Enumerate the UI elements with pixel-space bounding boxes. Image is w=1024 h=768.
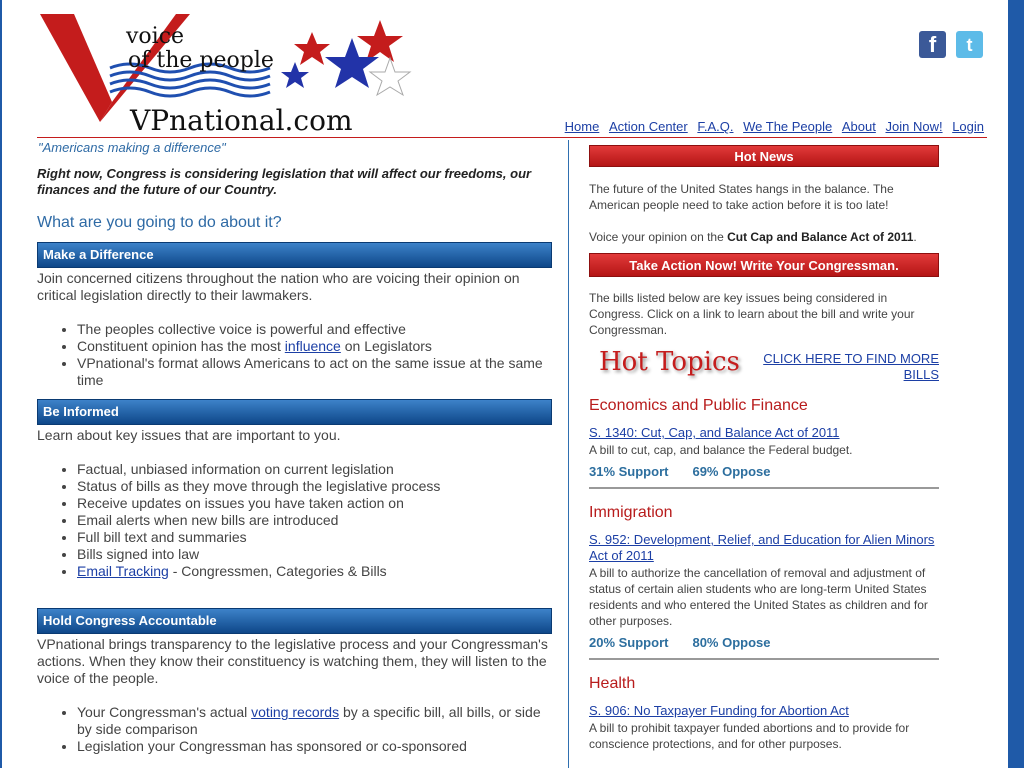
nav-join-now[interactable]: Join Now! [885, 119, 943, 134]
page [2, 0, 1008, 768]
logo-line-people: of the people [128, 48, 274, 73]
category-heading-immigration: Immigration [589, 504, 673, 521]
support-percentage: 31% Support [589, 464, 669, 479]
bill-vote-tally [589, 464, 939, 479]
category-separator [589, 487, 939, 489]
section-header-make-a-difference: Make a Difference [37, 242, 552, 268]
column-divider [568, 140, 569, 768]
logo-domain: VPnational.com [130, 104, 353, 137]
list-item [77, 338, 549, 355]
bill-description: A bill to cut, cap, and balance the Federal budget. [589, 443, 853, 457]
news-bill-name: Cut Cap and Balance Act of 2011 [727, 230, 914, 244]
influence-link[interactable]: influence [284, 338, 341, 354]
nav-faq[interactable]: F.A.Q. [697, 119, 734, 134]
list-item: • Legislation your Congressman has sponsored or co-sponsored [77, 738, 549, 755]
hot-news-header: Hot News [589, 145, 939, 167]
section-text-be-informed: Learn about key issues that are important to you. [37, 427, 341, 443]
logo-line-voice: voice [126, 24, 185, 49]
list-item: • VPnational's format allows Americans to act on the same issue at the same time [77, 355, 549, 389]
section-text-hold-congress-accountable: VPnational brings transparency to the legislative process and your Congressman's actions. When they know their constituency is watching them, they will listen to the voice of the people. [37, 636, 548, 686]
nav-home[interactable]: Home [564, 119, 600, 134]
call-to-action-heading: What are you going to do about it? [37, 214, 282, 231]
twitter-icon[interactable]: t [956, 31, 983, 58]
oppose-percentage: 69% Oppose [692, 464, 771, 479]
list-item-text: by a specific bill, all bills, or side by side comparison [77, 704, 541, 737]
nav-action-center[interactable]: Action Center [608, 119, 688, 134]
list-item: • Status of bills as they move through the legislative process [77, 478, 549, 495]
category-heading-health: Health [589, 675, 636, 692]
intro-text: Right now, Congress is considering legislation that will affect our freedoms, our finances and the future of our Country. [37, 166, 532, 197]
bill-link-s906[interactable]: S. 906: No Taxpayer Funding for Abortion Act [589, 703, 849, 718]
facebook-icon[interactable]: f [919, 31, 946, 58]
oppose-percentage: 80% Oppose [692, 635, 771, 650]
nav-we-the-people[interactable]: We The People [743, 119, 833, 134]
bill-link-s952[interactable]: S. 952: Development, Relief, and Education for Alien Minors Act of 2011 [589, 532, 935, 563]
bill-description: A bill to prohibit taxpayer funded abortions and to provide for conscience protections, and for other purposes. [589, 721, 910, 751]
voting-records-link[interactable]: voting records [251, 704, 340, 720]
bullet-list-be-informed [37, 461, 549, 580]
take-action-button[interactable]: Take Action Now! Write Your Congressman. [589, 253, 939, 277]
hot-topics-row [589, 347, 939, 387]
list-item-text: Your Congressman's actual [77, 704, 252, 720]
list-item: • Factual, unbiased information on current legislation [77, 461, 549, 478]
nav-about[interactable]: About [841, 119, 876, 134]
news-paragraph: The future of the United States hangs in the balance. The American people need to take action before it is too late! [589, 182, 894, 212]
section-header-be-informed: Be Informed [37, 399, 552, 425]
news-text: Voice your opinion on the [589, 230, 728, 244]
nav-login[interactable]: Login [952, 119, 984, 134]
list-item [77, 704, 549, 738]
main-content [37, 138, 549, 755]
email-tracking-link[interactable]: Email Tracking [77, 563, 169, 579]
list-item-text: - Congressmen, Categories & Bills [168, 563, 387, 579]
bills-intro: The bills listed below are key issues being considered in Congress. Click on a link to learn about the bill and write your Congressman. [589, 291, 915, 337]
section-header-hold-congress-accountable: Hold Congress Accountable [37, 608, 552, 634]
list-item-text: on Legislators [340, 338, 432, 354]
news-paragraph-cut-cap [589, 229, 939, 245]
list-item: • Bills signed into law [77, 546, 549, 563]
section-text-make-a-difference: Join concerned citizens throughout the nation who are voicing their opinion on critical legislation directly to their lawmakers. [37, 270, 520, 303]
bill-description: A bill to authorize the cancellation of removal and adjustment of status of certain alien students who are long-term United States residents and who entered the United States as children and for other purposes. [589, 566, 928, 628]
find-more-bills-link[interactable]: CLICK HERE TO FIND MORE BILLS [763, 351, 939, 382]
bill-vote-tally [589, 635, 939, 650]
page-frame-right [1008, 0, 1024, 768]
list-item [77, 563, 549, 580]
category-separator [589, 658, 939, 660]
list-item: • The peoples collective voice is powerful and effective [77, 321, 549, 338]
list-item: • Email alerts when new bills are introduced [77, 512, 549, 529]
list-item: • Receive updates on issues you have taken action on [77, 495, 549, 512]
list-item-text: Constituent opinion has the most [77, 338, 285, 354]
sidebar [589, 145, 939, 752]
bill-link-s1340[interactable]: S. 1340: Cut, Cap, and Balance Act of 2011 [589, 425, 840, 440]
site-logo[interactable] [40, 10, 420, 137]
list-item: • Full bill text and summaries [77, 529, 549, 546]
hot-topics-heading: Hot Topics [599, 347, 740, 377]
top-navigation [559, 119, 984, 134]
support-percentage: 20% Support [589, 635, 669, 650]
bullet-list-make-a-difference [37, 321, 549, 389]
tagline: "Americans making a difference" [38, 140, 226, 155]
news-text: . [913, 230, 917, 244]
bullet-list-hold-congress-accountable [37, 704, 549, 755]
category-heading-economics: Economics and Public Finance [589, 397, 808, 414]
